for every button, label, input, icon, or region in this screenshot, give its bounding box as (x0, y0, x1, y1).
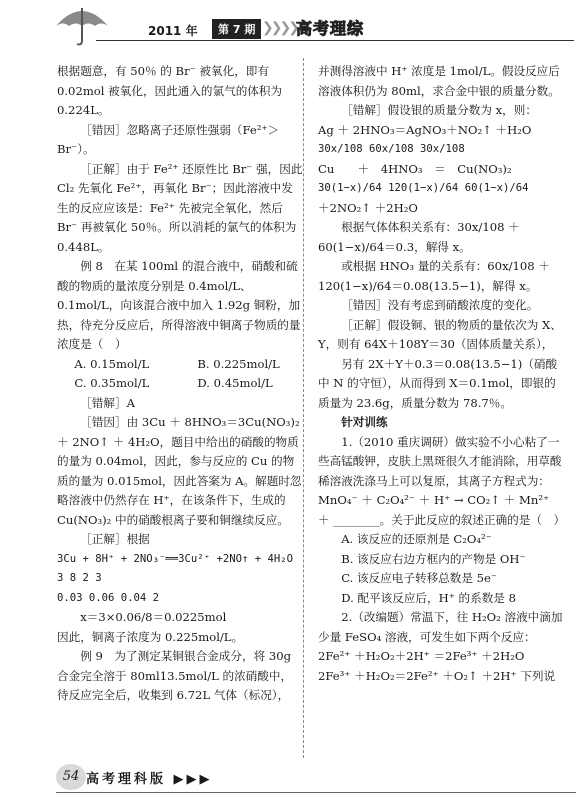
paragraph: 1.（2010 重庆调研）做实验不小心粘了一些高锰酸钾，皮肤上黑斑很久才能消除，用草酸稀溶液洗涤马上可以复原，其离子方程式为：MnO₄⁻ ＋ C₂O₄²⁻ ＋ H⁺ → CO₂↑ ＋ Mn²⁺ ＋ ________。关于此反应的叙述正确的是（ ） (318, 434, 566, 527)
left-column (57, 62, 303, 706)
paragraph: 2.（改编题）常温下，往 H₂O₂ 溶液中滴加少量 FeSO₄ 溶液，可发生如下两个反应： (318, 610, 563, 644)
paragraph: 根据题意，有 50％ 的 Br⁻ 被氧化，即有 0.02mol 被氧化，因此通入的氯气的体积为 0.224L。 (57, 64, 283, 117)
option-a: A. 0.15mol/L (74, 356, 150, 371)
paragraph: Ag ＋ 2HNO₃＝AgNO₃＋NO₂↑ ＋H₂O (318, 122, 532, 137)
footer-rule (56, 792, 576, 793)
paragraph: x＝3×0.06/8＝0.0225mol (80, 610, 227, 624)
paragraph: 例 9 为了测定某铜银合金成分，将 30g 合金完全溶于 80ml13.5mol/L 的浓硝酸中，待反应完全后，收集到 6.72L 气体（标况）， (57, 649, 293, 702)
paragraph: ＋2NO₂↑ ＋2H₂O (318, 200, 418, 215)
footer-title-text: 高考理科版 (86, 772, 167, 787)
paragraph: 3 8 2 3 (57, 572, 102, 584)
paragraph: 例 8 在某 100ml 的混合液中，硝酸和硫酸的物质的量浓度分别是 0.4mol/L、0.1mol/L，向该混合液中加入 1.92g 铜粉，加热，待充分反应后，所得溶液中铜离子物质的量浓度是（ ） (57, 259, 301, 351)
paragraph: ［正解］假设铜、银的物质的量依次为 X、Y，则有 64X＋108Y＝30（固体质量关系）， (318, 317, 562, 351)
paragraph: ［错解］A (80, 395, 135, 410)
paragraph (57, 355, 303, 375)
paragraph: ［错因］由 3Cu ＋ 8HNO₃＝3Cu(NO₃)₂ ＋ 2NO↑ ＋ 4H₂O，题目中给出的硝酸的物质的量为 0.04mol，因此，参与反应的 Cu 的物质的量为 0.015mol，因此答案为 A。解题时忽略溶液中仍然存在 H⁺，在该条件下，生成的 Cu(NO₃)₂ 中的硝酸根离子要和铜继续反应。 (57, 415, 302, 527)
paragraph: 3Cu + 8H⁺ + 2NO₃⁻══3Cu²⁺ +2NO↑ + 4H₂O (57, 552, 293, 565)
paragraph: ［错因］忽略离子还原性强弱（Fe²⁺＞Br⁻）。 (57, 122, 280, 156)
paragraph: ［正解］根据 (80, 532, 150, 546)
paragraph: 30x/108 60x/108 30x/108 (318, 143, 465, 155)
issue-year: 2011 年 (148, 24, 198, 38)
paragraph: Cu ＋ 4HNO₃ ＝ Cu(NO₃)₂ (318, 161, 512, 176)
paragraph: ［正解］由于 Fe²⁺ 还原性比 Br⁻ 强，因此 Cl₂ 先氧化 Fe²⁺，再氧化 Br⁻；因此溶液中发生的反应应该是：Fe²⁺ 先被完全氧化，然后 Br⁻ 再被氧化 50％。所以消耗的氯气的体积为 0.448L。 (57, 161, 303, 254)
column-divider (303, 58, 304, 758)
paragraph: A. 该反应的还原剂是 C₂O₄²⁻ (341, 532, 492, 546)
option-b: D. 0.45mol/L (197, 376, 273, 390)
paragraph (57, 374, 303, 394)
paragraph: 针对训练 (341, 415, 388, 429)
option-a: C. 0.35mol/L (74, 376, 150, 390)
option-b: B. 0.225mol/L (197, 356, 280, 371)
paragraph: 2Fe³⁺ ＋H₂O₂＝2Fe²⁺ ＋O₂↑ ＋2H⁺ 下列说 (318, 668, 556, 683)
paragraph: ［错因］没有考虑到硝酸浓度的变化。 (341, 298, 539, 312)
page-footer (0, 756, 581, 800)
paragraph: 并测得溶液中 H⁺ 浓度是 1mol/L。假设反应后溶液体积仍为 80ml，求合金中银的质量分数。 (318, 64, 560, 98)
paragraph: 2Fe²⁺ ＋H₂O₂＋2H⁺ ＝2Fe³⁺ ＋2H₂O (318, 649, 525, 663)
footer-title (86, 768, 213, 787)
right-column (318, 62, 564, 686)
paragraph: C. 该反应电子转移总数是 5e⁻ (341, 571, 497, 585)
page-header (0, 0, 581, 48)
paragraph: 根据气体体积关系有：30x/108 ＋ 60(1−x)/64＝0.3，解得 x。 (318, 220, 520, 254)
paragraph: 另有 2X＋Y＋0.3＝0.08(13.5−1)（硝酸中 N 的守恒），从而得到 X＝0.1mol，即银的质量为 23.6g，质量分数为 78.7％。 (318, 356, 558, 410)
arrow-icon: ▶▶▶ (173, 772, 213, 787)
page-number: 54 (56, 764, 86, 790)
chevron-icon: ❯❯❯❯ (262, 20, 297, 36)
paragraph: 0.03 0.06 0.04 2 (57, 591, 160, 604)
issue-number: 第 7 期 (212, 19, 261, 39)
paragraph: 或根据 HNO₃ 量的关系有：60x/108 ＋ 120(1−x)/64＝0.08(13.5−1)，解得 x。 (318, 259, 550, 293)
paragraph: ［错解］假设银的质量分数为 x，则： (341, 103, 537, 117)
paragraph: 30(1−x)/64 120(1−x)/64 60(1−x)/64 (318, 182, 529, 194)
paragraph: D. 配平该反应后，H⁺ 的系数是 8 (341, 590, 516, 605)
magazine-title: 高考理综 (296, 19, 365, 38)
paragraph: 因此，铜离子浓度为 0.225mol/L。 (57, 629, 244, 644)
paragraph: B. 该反应右边方框内的产物是 OH⁻ (341, 551, 526, 566)
